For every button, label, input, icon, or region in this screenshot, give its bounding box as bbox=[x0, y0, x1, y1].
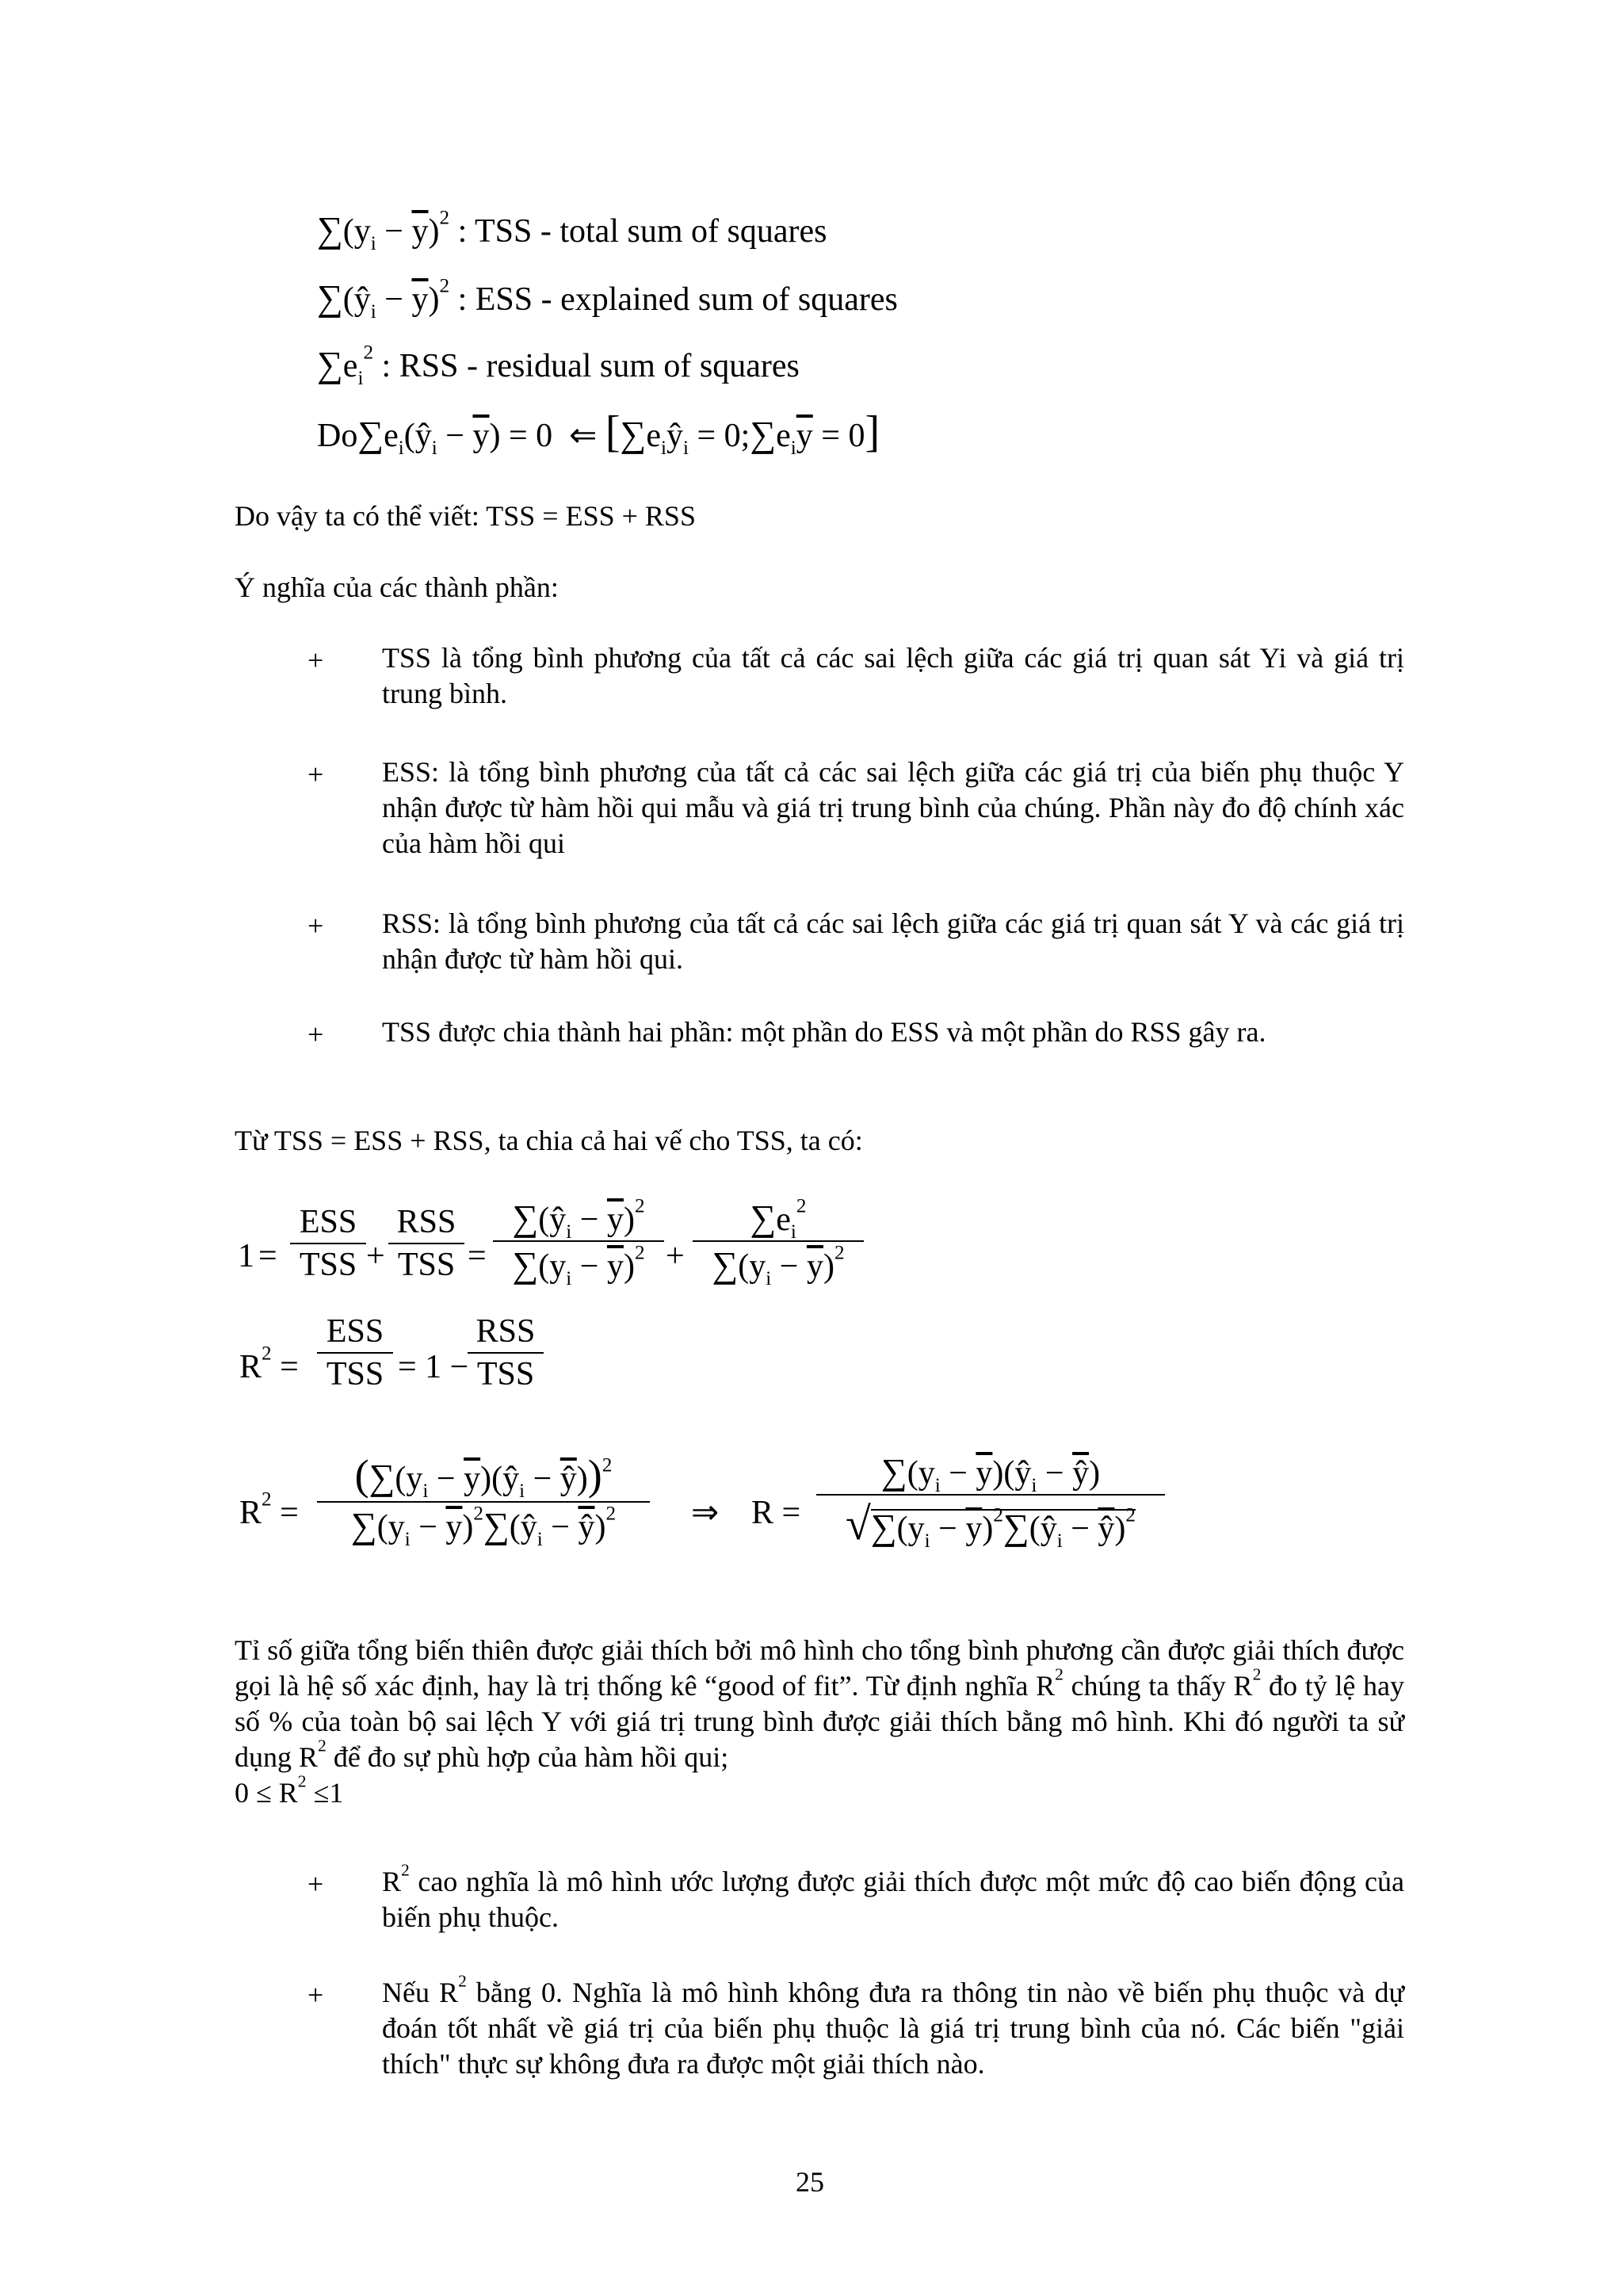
fraction-r-squared-covariance: ($\sum(y_i$ − $\overline{y})(ŷ_i - \overline{ŷ}))^2$ $\sum(y_i$ − $\overline{y})^2\sum(ŷ_i - \overline{ŷ})^2$ bbox=[317, 1450, 650, 1546]
sum-symbol: ∑ bbox=[317, 344, 343, 384]
fraction-rss-over-tss: RSS TSS bbox=[388, 1203, 464, 1284]
bullet-r-squared-zero: Nếu $R^2$ bằng 0. Nghĩa là mô hình không đưa ra thông tin nào về biến phụ thuộc và dự đoán tốt nhất về giá trị của biến phụ thuộc là giá trị trung bình của nó. Các biến "giải thích" thực sự không đưa ra được một giải thích nào. bbox=[382, 1971, 1404, 2080]
fraction-rss-expanded: $\sum e_i^2$ $\sum(y_i - \overline{y})^2$ bbox=[693, 1197, 864, 1286]
bullet-rss: RSS: là tổng bình phương của tất cả các sai lệch giữa các giá trị quan sát Y và các giá trị nhận được từ hàm hồi qui. bbox=[382, 907, 1404, 975]
r-squared-label: $R^2$ = bbox=[239, 1343, 299, 1385]
ess-definition-label: : ESS - explained sum of squares bbox=[457, 281, 898, 318]
implies-arrow: ⇒ bbox=[691, 1495, 720, 1531]
equals-sign: = bbox=[468, 1238, 487, 1274]
sum-symbol: ∑ bbox=[317, 277, 343, 318]
fraction-ess-expanded: $\sum(ŷ_i - \overline{y})^2$ $\sum(y_i - \overline{y})^2$ bbox=[493, 1197, 664, 1286]
tss-definition: $\sum(y_i - \overline{y})^2$ : TSS - total sum of squares bbox=[317, 207, 827, 255]
meaning-heading: Ý nghĩa của các thành phần: bbox=[235, 571, 559, 603]
ess-definition: $\sum(ŷ_i - \overline{y})^2$ : ESS - explained sum of squares bbox=[317, 275, 898, 323]
bullet-r-squared-high: $R^2$ cao nghĩa là mô hình ước lượng được giải thích được một mức độ cao biến động của biến phụ thuộc. bbox=[382, 1860, 1404, 1933]
bullet-ess: ESS: là tổng bình phương của tất cả các sai lệch giữa các giá trị của biến phụ thuộc Y nhận được từ hàm hồi qui mẫu và giá trị trung bình của chúng. Phần này đo độ chính xác của hàm hồi qui bbox=[382, 756, 1404, 859]
fraction-rss-over-tss: RSS TSS bbox=[468, 1312, 544, 1393]
divide-statement: Từ TSS = ESS + RSS, ta chia cả hai vế cho TSS, ta có: bbox=[235, 1125, 863, 1156]
r-squared-label: $R^2$ = bbox=[239, 1488, 299, 1531]
sum-symbol: ∑ bbox=[317, 209, 343, 250]
bullet-marker: + bbox=[307, 910, 324, 942]
fraction-ess-over-tss: ESS TSS bbox=[317, 1312, 393, 1393]
plus-sign: + bbox=[366, 1238, 385, 1274]
tss-definition-label: : TSS - total sum of squares bbox=[457, 213, 827, 250]
bullet-tss-split: TSS được chia thành hai phần: một phần do ESS và một phần do RSS gây ra. bbox=[382, 1016, 1266, 1048]
plus-sign: + bbox=[666, 1238, 685, 1274]
bullet-marker: + bbox=[307, 1979, 324, 2011]
orthogonality-condition: $Do\sum e_i(ŷ_i - \overline{y}) = 0$ ⇐ [$\sum e_iŷ_i$ = $0;\sum e_i\overline{y} = 0$] bbox=[317, 407, 880, 460]
fraction-ess-over-tss: ESS TSS bbox=[290, 1203, 366, 1284]
fraction-r-correlation: $\sum(y_i$ − $\overline{y})(ŷ_i - \overline{ŷ})$ $√\sum(y_i$ − $\overline{y})^2\sum(ŷ_i - \overline{ŷ})^2$ bbox=[816, 1450, 1165, 1550]
page-number: 25 bbox=[796, 2166, 824, 2198]
r-label: R = bbox=[751, 1495, 801, 1531]
r-squared-paragraph: Tỉ số giữa tổng biến thiên được giải thích bởi mô hình cho tổng bình phương cần được giải thích được gọi là hệ số xác định, hay là trị thống kê “good of fit”. Từ định nghĩa $R^2$ chúng ta thấy $R^2$ đo tỷ lệ hay số % của toàn bộ sai lệch Y với giá trị trung bình được giải thích bằng mô hình. Khi đó người ta sử dụng $R^2$ để đo sự phù hợp của hàm hồi qui; $0 \le R^2 \le 1$ bbox=[235, 1634, 1405, 1809]
bullet-marker: + bbox=[307, 758, 324, 790]
equation-one: 1 bbox=[238, 1238, 254, 1274]
bullet-marker: + bbox=[307, 1018, 324, 1050]
bullet-marker: + bbox=[307, 644, 324, 676]
equals-sign: = bbox=[258, 1238, 277, 1274]
decomposition-statement: Do vậy ta có thể viết: TSS = ESS + RSS bbox=[235, 500, 696, 532]
bullet-marker: + bbox=[307, 1868, 324, 1900]
one-minus: = 1 − bbox=[398, 1349, 469, 1385]
bullet-tss: TSS là tổng bình phương của tất cả các sai lệch giữa các giá trị quan sát Yi và giá trị trung bình. bbox=[382, 642, 1404, 709]
rss-definition: $\sum e_i^2$ : RSS - residual sum of squares bbox=[317, 342, 800, 390]
rss-definition-label: : RSS - residual sum of squares bbox=[381, 348, 800, 384]
